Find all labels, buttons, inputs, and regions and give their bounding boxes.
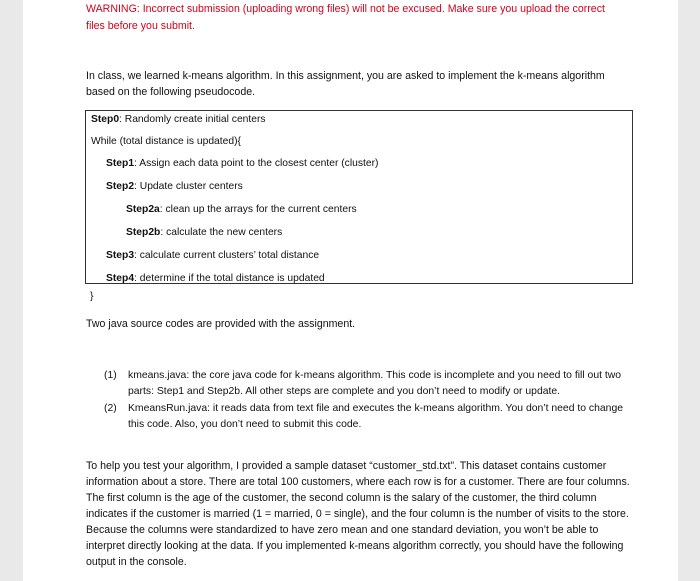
left-margin: [0, 0, 23, 581]
pseudo-step3: [106, 249, 319, 263]
list-text: KmeansRun.java: it reads data from text file and executes the k-means algorithm. You don’t need to change this code. Also, you don’t need to submit this code.: [128, 403, 624, 430]
dataset-paragraph: To help you test your algorithm, I provided a sample dataset “customer_std.txt”. This dataset contains customer information about a store. There are total 100 customers, where each row is for a customer. There are four columns. The first column is the age of the customer, the second column is the salary of the customer, the third column indicates if the customer is married (1 = married, 0 = single), and the four column is the number of visits to the store. Because the columns were standardized to have zero mean and one standard deviation, you won’t be able to interpret directly looking at the data. If you implemented k-means algorithm correctly, you should have the following output in the console.: [86, 460, 630, 568]
pseudo-while: While (total distance is updated){: [91, 136, 241, 147]
step4-text: : determine if the total distance is updated: [134, 273, 325, 284]
step2-text: : Update cluster centers: [134, 181, 243, 192]
warning-text: WARNING: Incorrect submission (uploading wrong files) will not be excused. Make sure you upload the correct files before you submit.: [86, 3, 605, 32]
intro-paragraph: In class, we learned k-means algorithm. In this assignment, you are asked to implement the k-means algorithm based on the following pseudocode.: [86, 70, 605, 98]
step2-label: Step2: [106, 181, 135, 192]
step2a-label: Step2a: [126, 204, 160, 215]
list-item: [104, 401, 634, 432]
source-list: [104, 368, 634, 432]
step2b-text: : calculate the new centers: [160, 227, 283, 238]
pseudo-close-brace: }: [90, 291, 94, 302]
step4-label: Step4: [106, 273, 135, 284]
list-text: kmeans.java: the core java code for k-means algorithm. This code is incomplete and you need to fill out two parts: Step1 and Step2b. All other steps are complete and you don’t need to modify or update.: [128, 370, 622, 397]
pseudocode-box: [85, 110, 633, 284]
pseudo-step2b: [126, 226, 282, 240]
provided-text: Two java source codes are provided with the assignment.: [86, 318, 356, 330]
document-page: [23, 0, 678, 581]
pseudo-step2: [106, 180, 243, 194]
pseudo-step4: [106, 272, 325, 286]
step3-label: Step3: [106, 250, 135, 261]
step2b-label: Step2b: [126, 227, 161, 238]
step2a-text: : clean up the arrays for the current centers: [159, 204, 357, 215]
list-number: (2): [104, 403, 117, 414]
step0-label: Step0: [91, 114, 120, 125]
list-number: (1): [104, 370, 117, 381]
step1-text: : Assign each data point to the closest center (cluster): [134, 158, 379, 169]
step0-text: : Randomly create initial centers: [119, 114, 266, 125]
right-margin: [678, 0, 700, 581]
pseudo-step2a: [126, 203, 357, 217]
pseudo-step1: [106, 157, 378, 171]
list-item: [104, 368, 634, 399]
pseudo-step0: [91, 113, 266, 127]
step3-text: : calculate current clusters’ total distance: [134, 250, 320, 261]
step1-label: Step1: [106, 158, 135, 169]
